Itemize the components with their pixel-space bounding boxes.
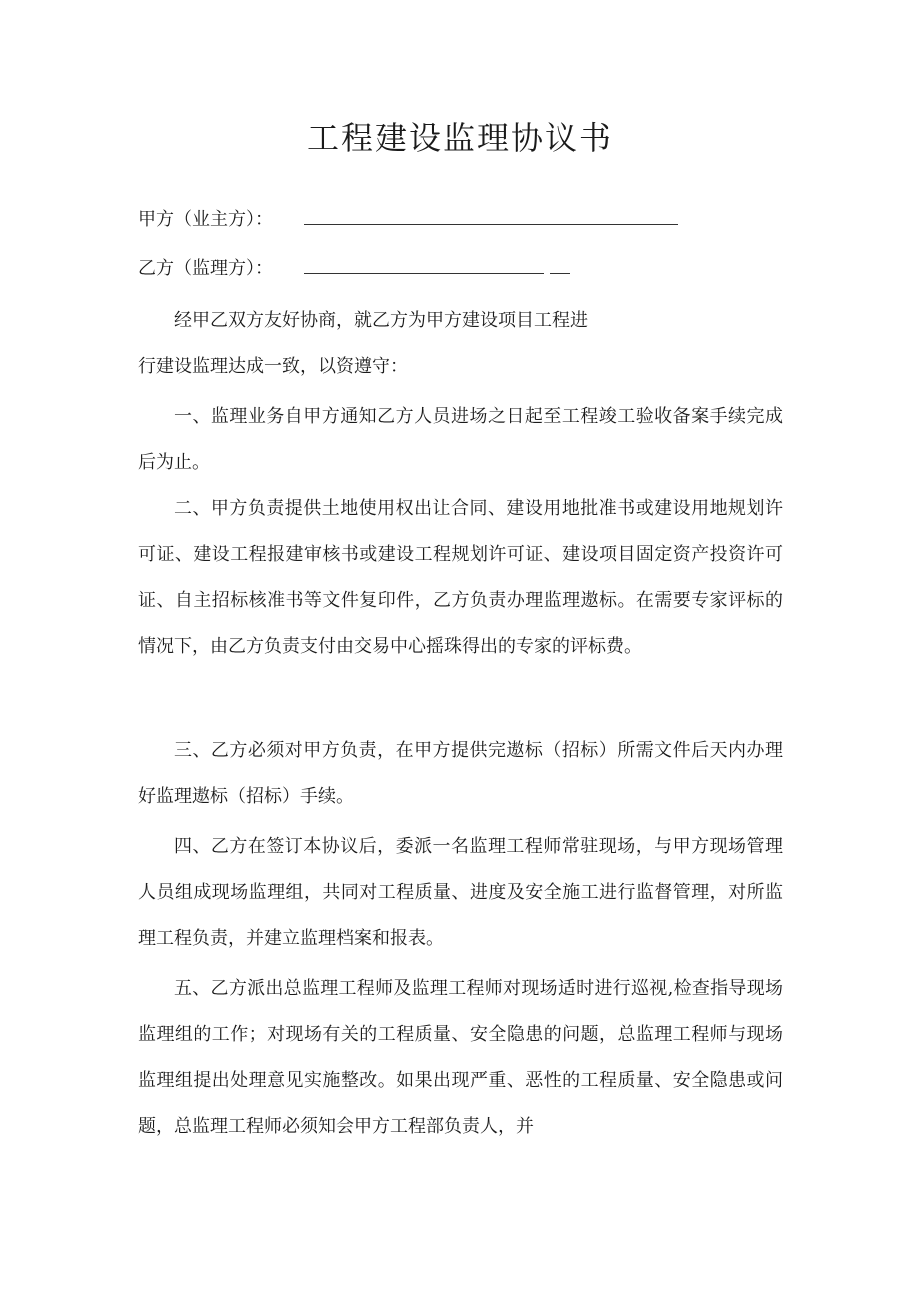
clause-5-text: 五、乙方派出总监理工程师及监理工程师对现场适时进行巡视,检查指导现场监理组的工作；对现场有关的工程质量、安全隐患的问题，总监理工程师与现场监理组提出处理意见实施整改。如果出现严重、恶性的工程质量、安全隐患或问题，总监理工程师必须知会甲方工程部负责人，并	[138, 978, 783, 1137]
party-b-blank-tail	[550, 253, 570, 274]
clause-1-text: 一、监理业务自甲方通知乙方人员进场之日起至工程竣工验收备案手续完成后为止。	[138, 406, 783, 473]
party-a-row	[138, 204, 678, 235]
clause-2	[138, 486, 783, 670]
clause-4-text: 四、乙方在签订本协议后，委派一名监理工程师常驻现场，与甲方现场管理人员组成现场监理组，共同对工程质量、进度及安全施工进行监督管理，对所监理工程负责，并建立监理档案和报表。	[138, 836, 783, 949]
intro-paragraph	[138, 298, 783, 390]
party-b-blank[interactable]	[304, 253, 544, 274]
clause-3-text: 三、乙方必须对甲方负责，在甲方提供完遨标（招标）所需文件后天内办理好监理遨标（招标）手续。	[138, 740, 783, 807]
clause-2-text: 二、甲方负责提供土地使用权出让合同、建设用地批准书或建设用地规划许可证、建设工程报建审核书或建设工程规划许可证、建设项目固定资产投资许可证、自主招标核准书等文件复印件，乙方负责办理监理遨标。在需要专家评标的情况下，由乙方负责支付由交易中心摇珠得出的专家的评标费。	[138, 498, 783, 657]
clause-1	[138, 394, 783, 486]
clause-4	[138, 824, 783, 962]
intro-line-2: 行建设监理达成一致，以资遵守：	[138, 356, 408, 377]
document-title: 工程建设监理协议书	[306, 119, 613, 157]
clause-3	[138, 728, 783, 820]
intro-line-1: 经甲乙双方友好协商，就乙方为甲方建设项目工程进	[174, 310, 588, 331]
party-a-label: 甲方（业主方）：	[138, 209, 273, 230]
party-a-blank[interactable]	[304, 204, 678, 225]
party-b-row	[138, 253, 570, 284]
party-b-label: 乙方（监理方）：	[138, 258, 273, 279]
clause-5	[138, 966, 783, 1150]
